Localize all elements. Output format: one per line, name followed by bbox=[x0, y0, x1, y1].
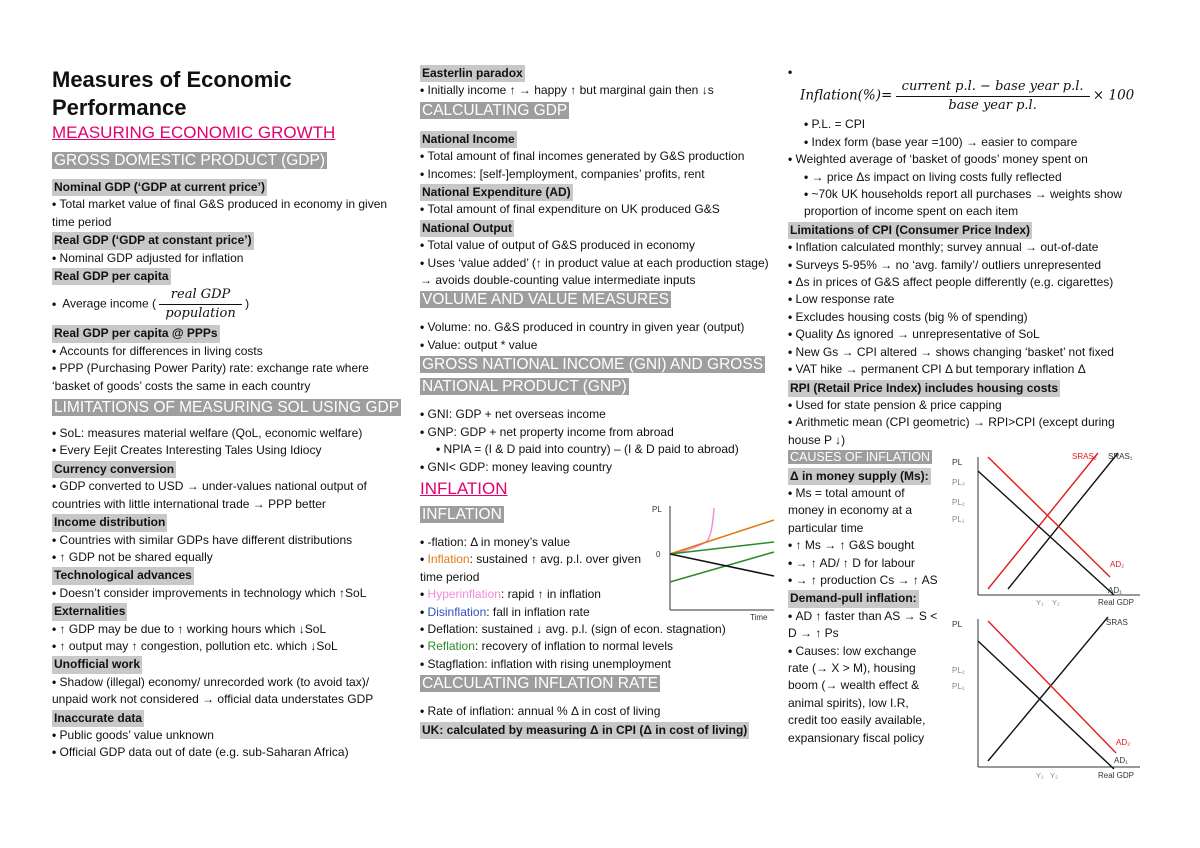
bullet-flation: • -flation: Δ in money’s value bbox=[420, 534, 648, 551]
text-reflation: : recovery of inflation to normal levels bbox=[474, 639, 674, 654]
g1-ad2-label: AD₂ bbox=[1110, 560, 1125, 570]
subhead-easterlin: Easterlin paradox bbox=[420, 65, 525, 82]
bullet-ni-2: • Incomes: [self-]employment, companies’ profits, rent bbox=[420, 166, 780, 183]
formula-lhs: Inflation(%)= bbox=[800, 88, 893, 105]
g1-pl3: PL₃ bbox=[952, 478, 966, 488]
average-income-close: ) bbox=[245, 297, 250, 312]
bullet-lim-1: • Inflation calculated monthly; survey annual → out-of-date bbox=[788, 239, 1140, 256]
g2-pl: PL bbox=[952, 619, 963, 630]
fraction-denominator: population bbox=[165, 306, 236, 322]
g2-ad1-line bbox=[978, 641, 1114, 769]
g2-ad1-label: AD₁ bbox=[1114, 756, 1128, 766]
bullet-hyperinflation bbox=[420, 586, 648, 603]
subhead-uk-cpi: UK: calculated by measuring Δ in CPI (Δ in cost of living) bbox=[420, 722, 749, 739]
section-gdp: GROSS DOMESTIC PRODUCT (GDP) bbox=[54, 152, 325, 169]
subhead-inaccurate: Inaccurate data bbox=[52, 710, 144, 727]
graph-deflation-line bbox=[670, 554, 774, 576]
bullet-lim-3: • Δs in prices of G&S affect people differently (e.g. cigarettes) bbox=[788, 274, 1140, 291]
subhead-real-gdp-per-capita: Real GDP per capita bbox=[52, 268, 171, 285]
g1-pl1: PL₁ bbox=[952, 515, 965, 525]
bullet-lim-7: • New Gs → CPI altered → shows changing ‘basket’ not fixed bbox=[788, 344, 1140, 361]
bullet-ext-1: • ↑ GDP may be due to ↑ working hours which ↓SoL bbox=[52, 621, 404, 638]
bullet-ne: • Total amount of final expenditure on UK produced G&S bbox=[420, 201, 780, 218]
bullet-ms-1: • Ms = total amount of money in economy at a particular time bbox=[788, 485, 938, 537]
subhead-nominal-gdp: Nominal GDP (‘GDP at current price’) bbox=[52, 179, 267, 196]
formula-numerator: current p.l. − base year p.l. bbox=[896, 79, 1090, 97]
bullet-rate: • Rate of inflation: annual % Δ in cost of living bbox=[420, 703, 780, 720]
bullet-currency: • GDP converted to USD → under-values national output of countries with little international trade → PPP better bbox=[52, 478, 404, 513]
bullet-ms-2: • ↑ Ms → ↑ G&S bought bbox=[788, 537, 938, 554]
text-hyperinflation: : rapid ↑ in inflation bbox=[500, 587, 601, 602]
subhead-demand-pull: Demand-pull inflation: bbox=[788, 590, 919, 607]
graph-y-label: PL bbox=[652, 504, 662, 514]
bullet-gnp: • GNP: GDP + net property income from abroad bbox=[420, 424, 780, 441]
bullet-rpi-1: • Used for state pension & price capping bbox=[788, 397, 1140, 414]
subhead-externalities: Externalities bbox=[52, 603, 127, 620]
subhead-national-output: National Output bbox=[420, 220, 514, 237]
subhead-income-dist: Income distribution bbox=[52, 514, 167, 531]
section-volume-value: VOLUME AND VALUE MEASURES bbox=[422, 291, 669, 309]
g1-ad1-label: AD₁ bbox=[1108, 586, 1122, 596]
average-income-fraction bbox=[159, 287, 241, 322]
bullet-no-2: • Uses ‘value added’ (↑ in product value at each production stage) → avoids double-counting value intermediate inputs bbox=[420, 255, 780, 290]
g2-x-label: Real GDP bbox=[1098, 771, 1135, 781]
bullet-income-2: • ↑ GDP not be shared equally bbox=[52, 549, 404, 566]
heading-measuring-growth: MEASURING ECONOMIC GROWTH bbox=[52, 123, 336, 142]
money-supply-adas-graph bbox=[948, 449, 1144, 607]
bullet-pl-cpi: • P.L. = CPI bbox=[788, 116, 1140, 133]
bullet-inacc-2: • Official GDP data out of date (e.g. sub-Saharan Africa) bbox=[52, 744, 404, 761]
bullet-gni-less: • GNI< GDP: money leaving country bbox=[420, 459, 780, 476]
bullet-npia: • NPIA = (I & D paid into country) – (I & D paid to abroad) bbox=[420, 441, 780, 458]
bullet-lim-2: • Surveys 5-95% → no ‘avg. family’/ outliers unrepresented bbox=[788, 257, 1140, 274]
section-inflation: INFLATION bbox=[422, 505, 502, 523]
section-limitations: LIMITATIONS OF MEASURING SOL USING GDP bbox=[54, 399, 400, 417]
bullet-deflation: • Deflation: sustained ↓ avg. p.l. (sign of econ. stagnation) bbox=[420, 621, 780, 638]
g2-y1: Y₁ bbox=[1036, 771, 1044, 781]
bullet-lim-4: • Low response rate bbox=[788, 291, 1140, 308]
formula-rhs: × 100 bbox=[1092, 88, 1135, 105]
bullet-inflation bbox=[420, 551, 648, 586]
column-1 bbox=[52, 64, 404, 762]
subhead-cpi-limits: Limitations of CPI (Consumer Price Index) bbox=[788, 222, 1032, 239]
label-disinflation: Disinflation bbox=[427, 604, 487, 619]
subhead-unofficial: Unofficial work bbox=[52, 656, 142, 673]
subhead-ppp: Real GDP per capita @ PPPs bbox=[52, 325, 220, 342]
text-disinflation: : fall in inflation rate bbox=[486, 604, 590, 619]
column-2 bbox=[420, 64, 780, 739]
graph-x-label: Time bbox=[750, 612, 768, 622]
graph-reflation-line-2 bbox=[670, 552, 774, 582]
formula-denominator: base year p.l. bbox=[948, 98, 1037, 114]
g1-ad2-line bbox=[988, 457, 1110, 577]
bullet-inacc-1: • Public goods’ value unknown bbox=[52, 727, 404, 744]
bullet-weighted-1: • → price Δs impact on living costs fully reflected bbox=[788, 169, 1140, 186]
bullet-gni: • GNI: GDP + net overseas income bbox=[420, 406, 780, 423]
bullet-easterlin: • Initially income ↑ → happy ↑ but marginal gain then ↓s bbox=[420, 82, 780, 99]
subhead-real-gdp: Real GDP (‘GDP at constant price’) bbox=[52, 232, 254, 249]
bullet-ms-3: • → ↑ AD/ ↑ D for labour bbox=[788, 555, 938, 572]
column-3 bbox=[788, 64, 1140, 781]
g1-pl2: PL₂ bbox=[952, 498, 965, 508]
subhead-money-supply: Δ in money supply (Ms): bbox=[788, 468, 931, 485]
bullet-no-1: • Total value of output of G&S produced in economy bbox=[420, 237, 780, 254]
text-inflation: : sustained ↑ avg. p.l. over given time period bbox=[420, 552, 642, 584]
bullet-weighted-avg: • Weighted average of ‘basket of goods’ money spent on bbox=[788, 151, 1140, 168]
bullet-unofficial: • Shadow (illegal) economy/ unrecorded work (to avoid tax)/ unpaid work not considered → official data understates GDP bbox=[52, 674, 404, 709]
bullet-disinflation bbox=[420, 604, 648, 621]
bullet-stagflation: • Stagflation: inflation with rising unemployment bbox=[420, 656, 780, 673]
section-calc-inflation: CALCULATING INFLATION RATE bbox=[422, 675, 658, 693]
fraction-numerator: real GDP bbox=[159, 287, 241, 305]
bullet-ppp-2: • PPP (Purchasing Power Parity) rate: exchange rate where ‘basket of goods’ costs the same in each country bbox=[52, 360, 404, 395]
average-income-text: Average income ( bbox=[62, 297, 157, 312]
section-causes: CAUSES OF INFLATION bbox=[790, 450, 931, 465]
bullet-lim-5: • Excludes housing costs (big % of spending) bbox=[788, 309, 1140, 326]
graph-origin-label: 0 bbox=[656, 549, 661, 559]
heading-inflation-pink: INFLATION bbox=[420, 478, 508, 498]
g2-y2: Y₂ bbox=[1050, 771, 1058, 781]
bullet-nominal-gdp: • Total market value of final G&S produced in economy in given time period bbox=[52, 196, 404, 231]
bullet-dp-2: • Causes: low exchange rate (→ X > M), housing boom (→ wealth effect & animal spirits), low I.R, credit too easily available, expansionary fiscal policy bbox=[788, 643, 938, 747]
g2-ad2-line bbox=[988, 621, 1116, 753]
bullet-lim-6: • Quality Δs ignored → unrepresentative of SoL bbox=[788, 326, 1140, 343]
bullet-tech: • Doesn’t consider improvements in technology which ↑SoL bbox=[52, 585, 404, 602]
g2-sras-label: SRAS bbox=[1106, 618, 1128, 628]
g1-y2: Y₂ bbox=[1052, 598, 1060, 608]
g2-pl2: PL₂ bbox=[952, 666, 965, 676]
page-title: Measures of Economic Performance bbox=[52, 67, 292, 120]
bullet-sol: • SoL: measures material welfare (QoL, economic welfare) bbox=[52, 425, 404, 442]
bullet-value: • Value: output * value bbox=[420, 337, 780, 354]
subhead-currency: Currency conversion bbox=[52, 461, 176, 478]
subhead-national-expenditure: National Expenditure (AD) bbox=[420, 184, 573, 201]
bullet-dp-1: • AD ↑ faster than AS → S < D → ↑ Ps bbox=[788, 608, 938, 643]
bullet-weighted-2: • ~70k UK households report all purchases → weights show proportion of income spent on each item bbox=[788, 186, 1140, 221]
inflation-types-graph bbox=[652, 502, 782, 622]
section-gni-gnp: GROSS NATIONAL INCOME (GNI) AND GROSS NATIONAL PRODUCT (GNP) bbox=[422, 356, 764, 396]
label-hyperinflation: Hyperinflation bbox=[427, 587, 501, 602]
bullet-eejit: • Every Eejit Creates Interesting Tales Using Idiocy bbox=[52, 442, 404, 459]
label-inflation: Inflation bbox=[427, 552, 470, 567]
bullet-ms-4: • → ↑ production Cs → ↑ AS bbox=[788, 572, 938, 589]
bullet-ppp-1: • Accounts for differences in living costs bbox=[52, 343, 404, 360]
g1-x-label: Real GDP bbox=[1098, 598, 1135, 608]
graph-inflation-line bbox=[670, 520, 774, 554]
bullet-lim-8: • VAT hike → permanent CPI Δ but temporary inflation Δ bbox=[788, 361, 1140, 378]
g1-sras1-label: SRAS₁ bbox=[1108, 452, 1133, 462]
subhead-rpi: RPI (Retail Price Index) includes housing costs bbox=[788, 380, 1060, 397]
g1-pl: PL bbox=[952, 457, 963, 468]
bullet-average-income bbox=[52, 287, 404, 322]
g1-sras2-label: SRAS₂ bbox=[1072, 452, 1097, 462]
section-calculating-gdp: CALCULATING GDP bbox=[422, 101, 568, 119]
bullet-ext-2: • ↑ output may ↑ congestion, pollution etc. which ↓SoL bbox=[52, 638, 404, 655]
subhead-national-income: National Income bbox=[420, 131, 517, 148]
label-reflation: Reflation bbox=[427, 639, 475, 654]
inflation-formula bbox=[788, 79, 1140, 114]
subhead-tech: Technological advances bbox=[52, 567, 194, 584]
g1-y1: Y₁ bbox=[1036, 598, 1044, 608]
bullet-index-form: • Index form (base year =100) → easier to compare bbox=[788, 134, 1140, 151]
g2-pl1: PL₁ bbox=[952, 682, 965, 692]
g2-ad2-label: AD₂ bbox=[1116, 738, 1131, 748]
graph-reflation-line bbox=[670, 542, 774, 554]
bullet-real-gdp: • Nominal GDP adjusted for inflation bbox=[52, 250, 404, 267]
bullet-volume: • Volume: no. G&S produced in country in given year (output) bbox=[420, 319, 780, 336]
demand-pull-graph bbox=[948, 611, 1144, 783]
bullet-rpi-2: • Arithmetic mean (CPI geometric) → RPI>CPI (except during house P ↓) bbox=[788, 414, 1140, 449]
formula-bullet: • bbox=[788, 65, 793, 79]
bullet-income-1: • Countries with similar GDPs have different distributions bbox=[52, 532, 404, 549]
bullet-ni-1: • Total amount of final incomes generated by G&S production bbox=[420, 148, 780, 165]
formula-fraction bbox=[896, 79, 1090, 114]
bullet-reflation bbox=[420, 638, 780, 655]
